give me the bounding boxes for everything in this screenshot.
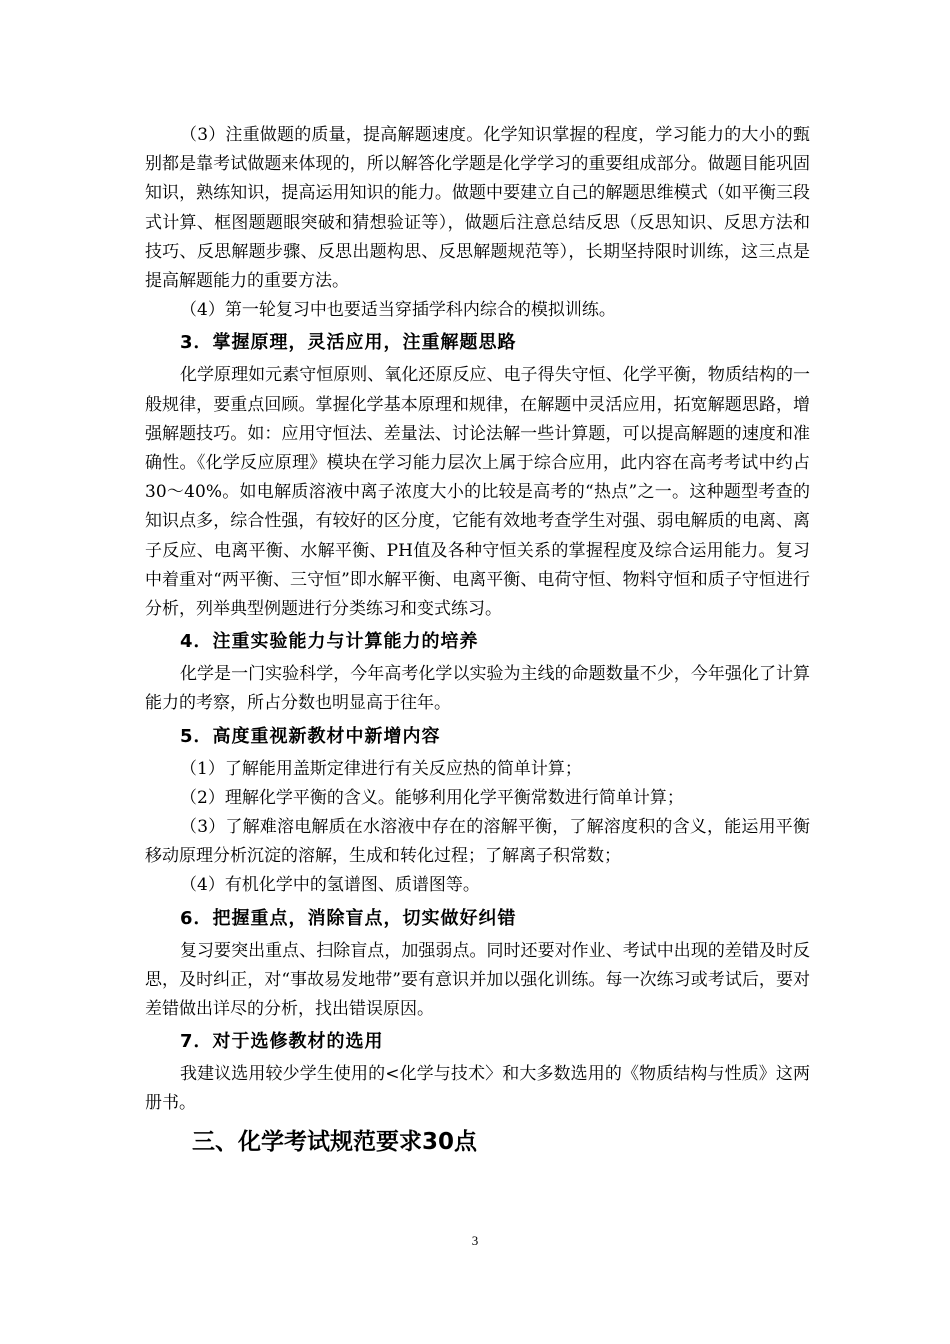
paragraph-focus-correction: 复习要突出重点、扫除盲点，加强弱点。同时还要对作业、考试中出现的差错及时反思，及时纠正，对“事故易发地带”要有意识并加以强化训练。每一次练习或考试后，要对差错做出详尽的分析，找出错误原因。 <box>145 940 810 1020</box>
list-item-solubility-equilibrium: （3）了解难溶电解质在水溶液中存在的溶解平衡，了解溶度积的含义，能运用平衡移动原理分析沉淀的溶解，生成和转化过程；了解离子积常数； <box>145 817 810 867</box>
heading-experiment-calculation: 4．注重实验能力与计算能力的培养 <box>180 631 479 653</box>
heading-new-content: 5．高度重视新教材中新增内容 <box>180 725 441 747</box>
list-item-equilibrium-constant: （2）理解化学平衡的含义。能够利用化学平衡常数进行简单计算； <box>180 787 684 808</box>
list-item-hess-law: （1）了解能用盖斯定律进行有关反应热的简单计算； <box>180 758 582 779</box>
list-item-spectra: （4）有机化学中的氢谱图、质谱图等。 <box>180 875 480 896</box>
paragraph-solving-quality: （3）注重做题的质量，提高解题速度。化学知识掌握的程度，学习能力的大小的甄别都是靠考试做题来体现的，所以解答化学题是化学学习的重要组成部分。做题目能巩固知识，熟练知识，提高运用知识的能力。做题中要建立自己的解题思维模式（如平衡三段式计算、框图题题眼突破和猜想验证等），做题后注意总结反思（反思知识、反思方法和技巧、反思解题步骤、反思出题构思、反思解题规范等），长期坚持限时训练，这三点是提高解题能力的重要方法。 <box>145 125 810 292</box>
heading-elective-textbooks: 7．对于选修教材的选用 <box>180 1031 384 1053</box>
page-number: 3 <box>471 1233 479 1248</box>
paragraph-principles: 化学原理如元素守恒原则、氧化还原反应、电子得失守恒、化学平衡，物质结构的一般规律，要重点回顾。掌握化学基本原理和规律，在解题中灵活应用，拓宽解题思路，增强解题技巧。如：应用守恒法、差量法、讨论法解一些计算题，可以提高解题的速度和准确性。《化学反应原理》模块在学习能力层次上属于综合应用，此内容在高考考试中约占30～40%。如电解质溶液中离子浓度大小的比较是高考的“热点”之一。这种题型考查的知识点多，综合性强，有较好的区分度，它能有效地考查学生对强、弱电解质的电离、离子反应、电离平衡、水解平衡、PH值及各种守恒关系的掌握程度及综合运用能力。复习中着重对“两平衡、三守恒”即水解平衡、电离平衡、电荷守恒、物料守恒和质子守恒进行分析，列举典型例题进行分类练习和变式练习。 <box>145 365 810 620</box>
heading-focus-correction: 6．把握重点，消除盲点，切实做好纠错 <box>180 907 517 929</box>
heading-principles: 3．掌握原理，灵活应用，注重解题思路 <box>180 332 517 354</box>
paragraph-elective-textbooks: 我建议选用较少学生使用的<化学与技术〉和大多数选用的《物质结构与性质》这两册书。 <box>145 1064 810 1114</box>
paragraph-simulation-training: （4）第一轮复习中也要适当穿插学科内综合的模拟训练。 <box>180 300 616 321</box>
section-heading-exam-norms: 三、化学考试规范要求30点 <box>192 1128 478 1155</box>
page-content <box>145 121 810 1159</box>
paragraph-experiment-calculation: 化学是一门实验科学，今年高考化学以实验为主线的命题数量不少，今年强化了计算能力的考察，所占分数也明显高于往年。 <box>145 664 810 714</box>
